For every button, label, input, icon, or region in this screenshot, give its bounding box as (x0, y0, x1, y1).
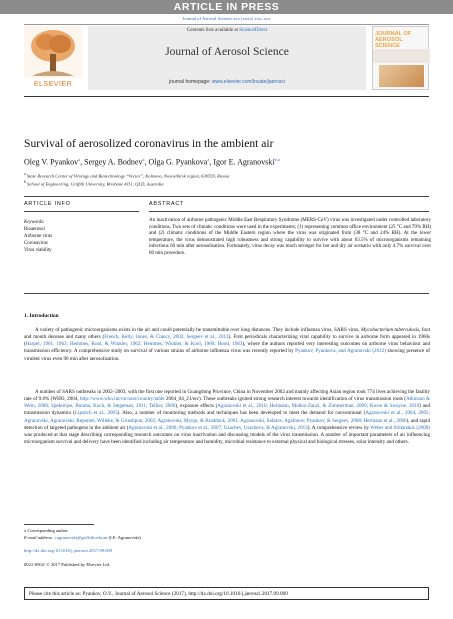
citation-link[interactable]: Agranovski et al., 2006; Pyankov et al., 2007; Usachev, Usacheva, & Agranovski, 2013 (128, 424, 308, 431)
cover-band (373, 49, 430, 63)
keyword: Virus viability (24, 248, 52, 253)
affiliation-b (24, 180, 164, 187)
citation-link[interactable]: Atkinson & Wein, 2008; Spekreijse, Bouma, Koch, & Stegeman, 2011; Tellier, 2006 (24, 396, 431, 410)
abstract-divider-bottom (24, 293, 429, 294)
who-url-link[interactable]: http://www.who.int/csr/sars/country/table (79, 396, 165, 403)
author-name: Sergey A. Bodnev (84, 157, 143, 167)
elsevier-tree-logo-icon (24, 26, 82, 78)
author-affil-marker[interactable]: a (78, 157, 81, 162)
elsevier-wordmark: ELSEVIER (33, 79, 73, 88)
footnote-divider (24, 524, 94, 525)
email-suffix: (I.E. Agranovski). (107, 535, 142, 540)
author-affil-marker[interactable]: a (207, 157, 210, 162)
email-footnote (24, 535, 142, 540)
doi-link[interactable]: http://dx.doi.org/10.1016/j.jaerosci.2017.09.009 (24, 548, 113, 553)
affiliation-marker: a (24, 172, 26, 176)
affiliation-text: School of Engineering, Griffith University, Brisbane 4111, QLD, Australia (27, 181, 164, 187)
corresponding-author-note: ⁎ Corresponding author. (24, 528, 69, 533)
article-info-heading: ARTICLE INFO (24, 201, 71, 207)
author-name: Igor E. Agranovski (213, 157, 275, 167)
abstract-heading: ABSTRACT (149, 201, 185, 207)
homepage-prefix: journal homepage: (169, 79, 212, 85)
keyword: Bioaerosol (24, 227, 45, 232)
intro-paragraph-2: A number of SARS outbreaks in 2002–2003, with the first one reported in Guangdong Province, China in November 2002 and mainly affecting Asian region took 774 lives achieving the fatality rate of 9.6% (WHO, 2004, http://www.who.int/csr/sars/country/table 2004_04_21/en/). These outbreaks ignited strong research interest towards identification of virus transmission routs (Atkinson & Wein, 2008; Spekreijse, Bouma, Koch, & Stegeman, 2011; Tellier, 2006), exposure effects (Agranovski et al., 2010; Hermann, Muñoz-Zanzi, & Zimmerman, 2009; Kwon & Swayne, 2010) and transmission dynamics (Lipsitch et al., 2003). Also, a number of monitoring methods and techniques has been developed to meet the demand for conventional (Agranovski et al., 2004, 2005; Agranovski, Agranovski, Reponen, Willeke, & Grinshpun, 2002; Agranovski, Myojo, & Braddock, 2001; Agranovski, Safatov, Agafonov, Pyankov, & Sergeev, 2008; Hermann et al., 2006), and rapid detection of targeted pathogens in the ambient air (Agranovski et al., 2006; Pyankov et al., 2007; Usachev, Usacheva, & Agranovski, 2013). A comprehensive review by Weber and Stilianakis (2008) was produced at that stage describing corresponding research outcomes on virus inactivation and discussing models of the virus transmission. A number of important parameters of air influencing microorganism survival and delivery have been identified including air temperature and humidity, microbial resistance to external physical and biological stresses, solar intensity and others. (24, 389, 431, 446)
email-prefix: E-mail address: (24, 535, 55, 540)
cover-title: JOURNAL OF AEROSOL SCIENCE (375, 31, 412, 49)
article-info-underline (24, 211, 139, 212)
journal-reference-line: Journal of Aerosol Science xxx (xxxx) xxx–xxx (182, 16, 271, 21)
journal-title: Journal of Aerosol Science (165, 46, 289, 58)
header-divider-top (24, 24, 429, 25)
article-title: Survival of aerosolized coronavirus in the ambient air (24, 137, 274, 150)
article-in-press-banner: ARTICLE IN PRESS (0, 0, 453, 14)
abstract-underline (149, 211, 429, 212)
header-divider-bottom (24, 96, 429, 97)
citation-link[interactable]: Lipsitch et al., 2003 (74, 410, 118, 417)
citation-link[interactable]: Pyankov, Pyankova, and Agranovski (2012) (295, 348, 386, 355)
citation-link[interactable]: Agranovski et al., 2004, 2005; Agranovski, Agranovski, Reponen, Willeke, & Grinshpun, 2002; Agranovski, Myojo, & Braddock, 2001; Agranovski, Safatov, Agafonov, Pyankov, & Sergeev, 2008; Hermann et al., 2006 (24, 410, 430, 424)
keyword: Coronavirus (24, 241, 48, 246)
introduction-heading: 1. Introduction (24, 313, 59, 319)
cover-image (379, 65, 424, 87)
journal-cover-thumbnail (372, 26, 429, 90)
citation-link[interactable]: Weber and Stilianakis (2008) (370, 424, 430, 431)
author-list: Oleg V. Pyankov$^a$, Sergey A. Bodnev$^a$, Olga G. Pyankova$^a$, Igor E. Agranovski$^{b,⁎}$ (24, 157, 281, 167)
citation-box: Please cite this article as: Pyankov, O.V., Journal of Aerosol Science (2017), http://dx.doi.org/10.1016/j.jaerosci.2017.09.009 (24, 587, 429, 600)
sciencedirect-link[interactable]: ScienceDirect (239, 28, 268, 33)
author-name: Olga G. Pyankova (148, 157, 208, 167)
author-affil-marker[interactable]: a (142, 157, 145, 162)
contents-prefix: Contents lists available at (186, 28, 240, 33)
journal-header-panel (88, 26, 366, 90)
copyright-line: 0021-8502/ © 2017 Published by Elsevier Ltd. (24, 562, 111, 567)
affiliation-marker: b (24, 180, 26, 184)
author-name: Oleg V. Pyankov (24, 157, 79, 167)
homepage-line (88, 79, 366, 85)
citation-link[interactable]: Harper, 1961, 1963; Hemmes, Kool, & Winkler, 1962; Hemmes, Winkler, & Kool, 1960; Hood, 1963 (25, 341, 243, 348)
keywords-label: Keywords: (24, 220, 45, 225)
citation-link[interactable]: Agranovski et al., 2010; Hermann, Muñoz-Zanzi, & Zimmerman, 2009; Kwon & Swayne, 2010 (217, 403, 420, 410)
affiliation-text: State Research Center of Virology and Biotechnology “Vector”, Koltsovo, Novosibirsk region, 630559, Russia (26, 173, 230, 179)
affiliation-a (24, 172, 229, 179)
keyword: Airborne virus (24, 234, 53, 239)
abstract-text: An inactivation of airborne pathogenic Middle East Respiratory Syndrome (MERS-CoV) virus was investigated under controlled laboratory conditions. Two sets of climatic conditions were used in the experiments; (1) representing common office environment (25 °C and 79% RH) and (2) climatic conditions of the Middle Eastern region where the virus was originated from (38 °C and 24% RH). At the lower temperature, the virus demonstrated high robustness and strong capability to survive with about 63.5% of microorganisms remaining infectious 60 min after aerosolisation. Fortunately, virus decay was much stronger for hot and dry air scenario with only 4.7% survival over 60 min procedure. (149, 218, 431, 256)
author-email-link[interactable]: i.agranovski@griffith.edu.au (54, 535, 108, 540)
journal-homepage-link[interactable]: www.elsevier.com/locate/jaerosci (211, 79, 285, 85)
intro-paragraph-1: A variety of pathogenic microorganisms exists in the air and could potentially be transmittable over long distances. They include influenza virus, SARS virus, Mycobacterium tuberculosis, foot and mouth decease and many others (French, Kelly, Jones, & Clancy, 2002; Sergeev et al., 2013). First periodicals characterizing viral capability to survive in airborne form appeared in 1960s (Harper, 1961, 1963; Hemmes, Kool, & Winkler, 1962; Hemmes, Winkler, & Kool, 1960; Hood, 1963), where the authors reported very interesting outcomes on airborne virus behaviour and transmission efficiency. A comprehensive study on survival of various strains of airborne influenza virus was recently reported by Pyankov, Pyankova, and Agranovski (2012) showing presence of virulent virus even 90 min after aerosolization. (24, 327, 430, 362)
contents-line (88, 28, 366, 33)
info-divider-top (24, 196, 429, 197)
citation-link[interactable]: French, Kelly, Jones, & Clancy, 2002; Sergeev et al., 2013 (104, 334, 229, 341)
author-affil-marker[interactable]: b,⁎ (274, 157, 281, 162)
